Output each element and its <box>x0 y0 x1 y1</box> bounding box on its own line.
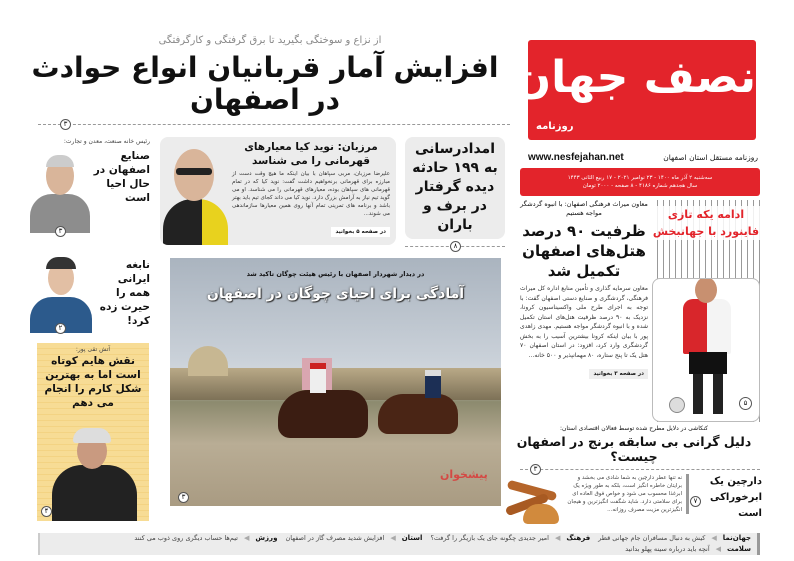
arrow-icon: ◀ <box>554 534 561 542</box>
story-title: ظرفیت ۹۰ درصد هتل‌های اصفهان تکمیل شد <box>522 222 646 280</box>
arrow-icon: ◀ <box>243 534 250 542</box>
football-story[interactable] <box>652 200 760 422</box>
relief-story[interactable] <box>405 137 505 239</box>
website-url[interactable]: www.nesfejahan.net <box>528 152 624 163</box>
divider <box>520 469 760 470</box>
story-kicker: معاون میراث فرهنگی اصفهان: با انبوه گردشگر مواجه هستیم <box>520 200 648 217</box>
story-title: نابغه ایرانی همه را حیرت زده کرد! <box>99 259 150 327</box>
story-kicker: رئیس خانه صنعت، معدن و تجارت: <box>63 138 150 145</box>
watermark: پیشخوان <box>440 468 488 481</box>
horse <box>378 394 458 434</box>
left-story-2[interactable] <box>30 255 150 333</box>
horse <box>278 390 368 438</box>
tagline: روزنامه مستقل استان اصفهان <box>663 153 758 162</box>
ticker-headline[interactable]: کیش به دنبال مسافران جام جهانی قطر <box>598 534 706 542</box>
story-kicker: آتش تقی پور: <box>75 346 111 353</box>
page-number-badge: ۲ <box>55 323 66 334</box>
portrait-photo <box>30 255 92 333</box>
cinnamon-title[interactable]: دارچین یک ابرخوراکی است <box>709 476 762 519</box>
date-line: سه‌شنبه ۲ آذر ماه ۱۴۰۰ - ۲۳ نوامبر ۲۰۲۱ - ۱۷ ربیع الثانی ۱۴۴۳ <box>567 175 713 181</box>
ticker-headline[interactable]: آنچه باید درباره سینه پهلو بدانید <box>625 545 710 553</box>
ticker-headline[interactable]: افزایش شدید مصرف گاز در اصفهان <box>285 534 385 542</box>
divider <box>38 124 510 125</box>
ticker-section[interactable]: فرهنگ <box>566 534 591 542</box>
left-story-1[interactable] <box>30 138 150 235</box>
ticker-headline[interactable]: امیر جدیدی چگونه جای یک بازیگر را گرفت؟ <box>430 534 549 542</box>
arrow-icon: ◀ <box>711 534 717 542</box>
arrow-icon: ◀ <box>390 534 396 542</box>
lead-kicker: از نزاع و سوختگی بگیرید تا برق گرفتگی و کارگرفتگی <box>158 35 382 46</box>
page-number-badge: ۷ <box>690 496 701 507</box>
ticker-headline[interactable]: تیم‌ها حساب دیگری روی ذوب می کنند <box>134 534 238 542</box>
relief-title: امدادرسانی به ۱۹۹ حادثه دیده گرفتار در برف و باران <box>412 141 498 233</box>
ticker-section[interactable]: ورزش <box>255 534 278 542</box>
story-title: صنایع اصفهان در حال احیا است <box>93 150 150 204</box>
logo-subtitle: روزنامه <box>536 121 574 132</box>
page-number-badge: ۳ <box>55 226 66 237</box>
story-title: نقش هایم کوتاه است اما به بهترین شکل کارم را انجام می دهم <box>44 355 142 409</box>
read-more-link[interactable]: در صفحه ۳ بخوانید <box>589 369 648 379</box>
cinnamon-photo <box>505 478 559 526</box>
newspaper-logo: نصف جهان روزنامه <box>528 40 756 140</box>
bottom-ticker <box>38 533 760 555</box>
actor-photo <box>47 425 142 521</box>
hotels-story[interactable] <box>520 200 648 379</box>
page-number-badge: ۳ <box>60 119 71 130</box>
page-number-badge: ۴ <box>41 506 52 517</box>
date-band <box>520 168 760 196</box>
ticker-section[interactable]: جهان‌نما <box>722 534 751 542</box>
page-number-badge: ۸ <box>450 241 461 252</box>
marzban-body: علیرضا مرزبان، مربی سپاهان با بیان اینکه ما هیچ وقت دست از مبارزه برای قهرمانی برنخواهیم داشت گفت: نوید کیا که در تمام قهرمانی های سپاهان بوده، معیارهای قهرمانی را می شناسد. او می گوید تیم نیاز به آرامش بزرگ دارد. نوید کیا می داند کجای تیم باید بهتر باشد و برنامه های تمرینی تمام آنها روی همین معیارها سازماندهی می شوند... <box>232 171 390 217</box>
rice-kicker: کنکاشی در دلایل مطرح شده توسط فعالان اقتصادی استان: <box>559 425 709 432</box>
ticker-section[interactable]: استان <box>401 534 423 542</box>
left-story-3[interactable] <box>37 343 149 521</box>
ticker-section[interactable]: سلامت <box>727 545 751 553</box>
read-more-link[interactable]: در صفحه ۵ بخوانید <box>331 227 390 237</box>
player-photo <box>652 278 760 422</box>
page-number-badge: ۵ <box>739 397 752 410</box>
lead-headline[interactable]: افزایش آمار قربانیان انواع حوادث در اصفهان <box>31 51 499 116</box>
marzban-title: مرزبان: نوید کیا معیارهای قهرمانی را می شناسد <box>244 141 378 167</box>
photo-title: آمادگی برای احیای چوگان در اصفهان <box>206 286 465 302</box>
page-number-badge: ۳ <box>530 464 541 475</box>
photo-kicker: در دیدار شهردار اصفهان با رئیس هیئت چوگان تاکید شد <box>246 270 425 278</box>
story-title: ادامه یکه تازی فاینورد با جهانبخش <box>652 208 760 238</box>
coach-photo <box>160 137 228 245</box>
portrait-photo <box>30 149 90 233</box>
story-body: معاون سرمایه گذاری و تأمین منابع اداره کل میراث فرهنگی، گردشگری و صنایع دستی اصفهان گفت: با توجه به اجرای طرح ملی واکسیناسیون کرونا، نزدیک به ۹۰ درصد ظرفیت هتل‌های استان تکمیل شده و با انبوه گردشگر مواجه هستیم. مهدی زاهدی پور با بیان اینکه کرونا بیشترین آسیب را به بخش گردشگری وارد کرد، افزود: در استان اصفهان ۷۰ هتل یک تا پنج ستاره، ۸۰ مهمانپذیر و ۵۰۰ خانه... <box>520 285 648 359</box>
issue-line: سال هجدهم شماره ۴۱۸۶ - ۸ صفحه - ۲۰۰۰ تومان <box>582 183 698 189</box>
page-number-badge: ۳ <box>178 492 189 503</box>
arrow-icon: ◀ <box>715 545 722 553</box>
cinnamon-body: نه تنها عطر دارچین به شما شادی می بخشد و برایتان خاطره انگیز است، بلکه به طور ویژه یک ابرغذا محسوب می شود و خواص فوق العاده ای برای سلامتی دارد. شاید شگفت انگیزترین و هیجان انگیزترین مزیت مصرف روزانه... <box>562 474 689 514</box>
marzban-story[interactable] <box>160 137 396 245</box>
rice-headline[interactable]: دلیل گرانی بی سابقه برنج در اصفهان چیست؟ <box>516 434 752 464</box>
